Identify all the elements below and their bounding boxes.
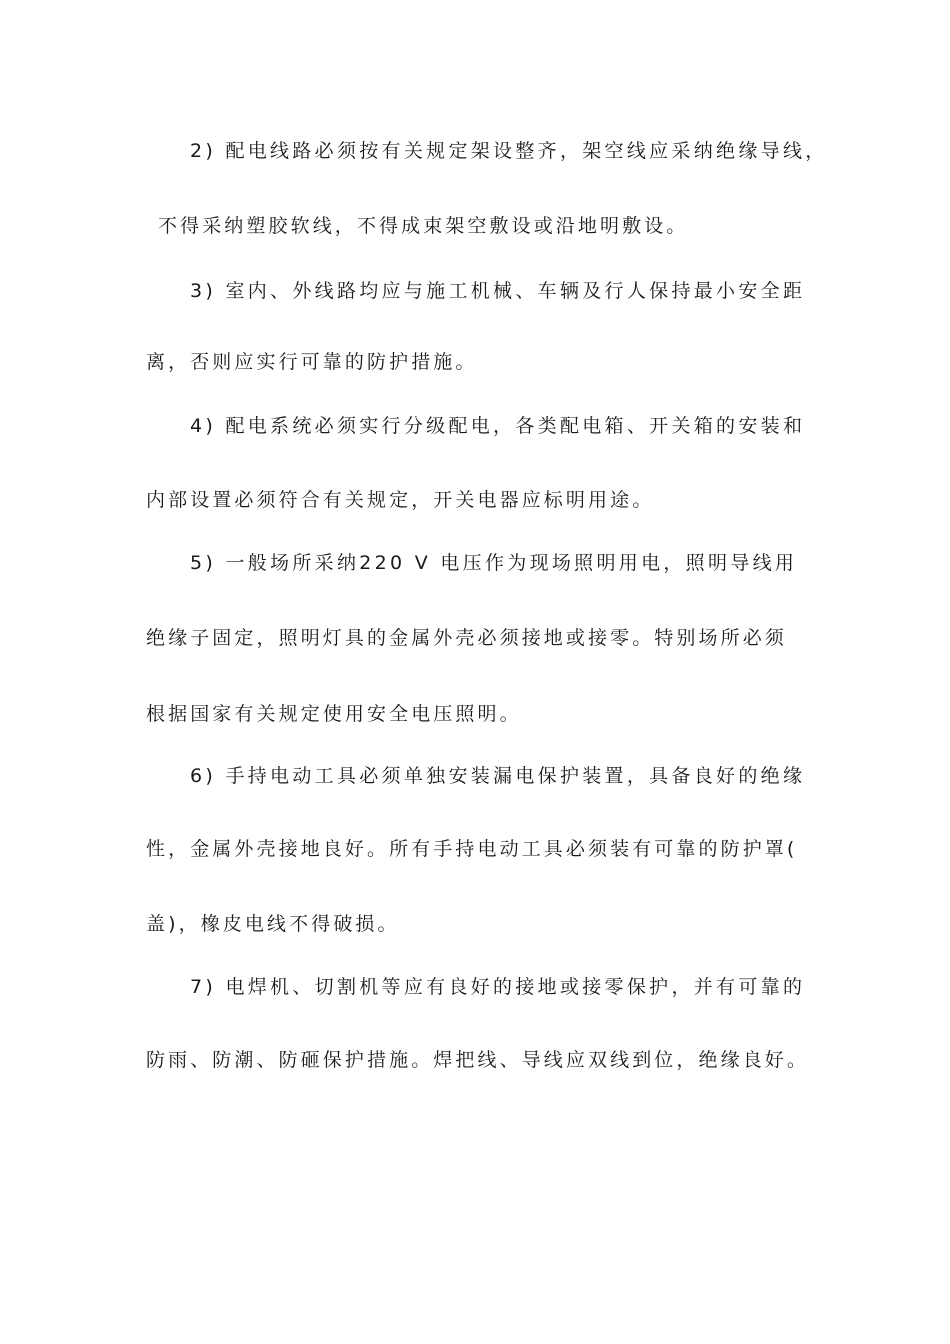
item-6-line-3: 盖)，橡皮电线不得破损。 bbox=[146, 913, 400, 935]
item-6-line-1: 6) 手持电动工具必须单独安装漏电保护装置，具备良好的绝缘 bbox=[190, 765, 806, 787]
item-5-line-3: 根据国家有关规定使用安全电压照明。 bbox=[146, 703, 522, 725]
item-4-line-1: 4) 配电系统必须实行分级配电，各类配电箱、开关箱的安装和 bbox=[190, 415, 806, 437]
item-3-line-2: 离，否则应实行可靠的防护措施。 bbox=[146, 351, 478, 373]
item-7-line-1: 7) 电焊机、切割机等应有良好的接地或接零保护，并有可靠的 bbox=[190, 976, 806, 998]
item-5-line-2: 绝缘子固定，照明灯具的金属外壳必须接地或接零。特别场所必须 bbox=[146, 627, 787, 649]
item-4-line-2: 内部设置必须符合有关规定，开关电器应标明用途。 bbox=[146, 489, 655, 511]
item-3-line-1: 3) 室内、外线路均应与施工机械、车辆及行人保持最小安全距 bbox=[190, 280, 806, 302]
item-5-line-1: 5) 一般场所采纳220 V 电压作为现场照明用电，照明导线用 bbox=[190, 552, 798, 574]
item-2-line-2: 不得采纳塑胶软线，不得成束架空敷设或沿地明敷设。 bbox=[158, 215, 689, 237]
item-2-line-1: 2) 配电线路必须按有关规定架设整齐，架空线应采纳绝缘导线， bbox=[190, 140, 828, 162]
item-6-line-2: 性，金属外壳接地良好。所有手持电动工具必须装有可靠的防护罩( bbox=[146, 838, 798, 860]
item-7-line-2: 防雨、防潮、防砸保护措施。焊把线、导线应双线到位，绝缘良好。 bbox=[146, 1049, 810, 1071]
